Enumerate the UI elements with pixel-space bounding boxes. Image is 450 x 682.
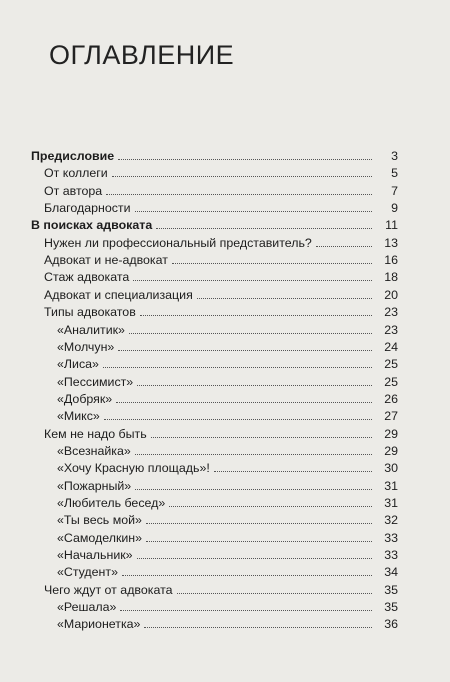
toc-entry [57,530,398,547]
dot-leader [135,443,372,455]
dot-leader [177,582,373,594]
toc-entry [57,495,398,512]
dot-leader [104,408,372,420]
toc-entry-label: Адвокат и не-адвокат [44,253,168,268]
toc-entry [57,547,398,564]
toc-entry-page-number: 11 [385,218,398,233]
toc-entry-page-number: 31 [384,478,398,493]
toc-entry [57,599,398,616]
toc-entry [57,512,398,529]
toc-entry-label: «Ты весь мой» [57,513,142,528]
dot-leader [137,547,372,559]
toc-entry-page-number: 13 [384,235,398,250]
toc-entry [44,165,398,182]
dot-leader [172,252,372,264]
toc-entry-page-number: 32 [384,513,398,528]
toc-entry [44,200,398,217]
toc-entry [44,235,398,252]
dot-leader [106,183,372,195]
toc-entry-label: «Всезнайка» [57,443,131,458]
toc-entry-label: «Хочу Красную площадь»! [57,461,210,476]
toc-entry-label: «Начальник» [57,548,133,563]
dot-leader [133,269,372,281]
toc-entry-page-number: 34 [384,565,398,580]
dot-leader [151,426,372,438]
toc-entry-label: «Микс» [57,409,100,424]
toc-entry [57,356,398,373]
toc-entry [57,478,398,495]
toc-entry [57,564,398,581]
toc-entry-label: Кем не надо быть [44,426,147,441]
toc-entry [57,460,398,477]
toc-entry [44,304,398,321]
toc-entry-label: «Марионетка» [57,617,141,632]
toc-entry-page-number: 33 [384,548,398,563]
toc-entry [44,183,398,200]
toc-entry-page-number: 18 [384,270,398,285]
dot-leader [137,374,372,386]
dot-leader [135,200,372,212]
toc-entry-page-number: 31 [384,496,398,510]
toc-entry-page-number: 36 [384,617,398,632]
dot-leader [156,217,372,229]
toc-entry-label: «Решала» [57,600,117,615]
toc-entry [57,322,398,339]
toc-entry-page-number: 25 [384,374,398,389]
toc-entry-page-number: 25 [384,357,398,372]
toc-entry-label: «Пожарный» [57,478,132,493]
dot-leader [120,599,372,611]
dot-leader [144,616,372,628]
toc-entry [44,287,398,304]
dot-leader [103,356,372,368]
dot-leader [118,148,372,160]
toc-entry [44,252,398,269]
toc-entry-page-number: 3 [391,149,398,163]
toc-entry [44,269,398,286]
toc-entry-page-number: 5 [391,166,398,181]
toc-entry-label: От автора [44,183,103,198]
toc-entry-page-number: 29 [384,426,398,441]
toc-entry [57,391,398,408]
toc-entry-page-number: 30 [384,461,398,476]
toc-entry [57,443,398,460]
dot-leader [122,564,372,576]
toc-entry-label: «Лиса» [57,357,99,372]
dot-leader [116,391,372,403]
toc-entry-label: В поисках адвоката [31,218,153,233]
toc-entry-label: Чего ждут от адвоката [44,582,173,597]
toc-entry-page-number: 35 [384,582,398,597]
dot-leader [146,512,372,524]
dot-leader [316,235,372,247]
dot-leader [197,287,372,299]
toc-entry-page-number: 29 [384,443,398,458]
toc-entry-label: Нужен ли профессиональный представитель? [44,235,312,250]
toc-entry-label: «Студент» [57,565,118,580]
toc-entry-label: «Молчун» [57,339,115,354]
page-title: ОГЛАВЛЕНИЕ [49,40,235,70]
dot-leader [118,339,372,351]
toc-entry [31,148,398,165]
toc-entry-label: Типы адвокатов [44,305,136,320]
toc-entry-page-number: 23 [384,305,398,320]
toc-entry-page-number: 33 [384,530,398,545]
toc-entry [44,582,398,599]
toc-entry [57,374,398,391]
dot-leader [214,460,372,472]
dot-leader [169,495,372,507]
toc-entry-page-number: 27 [384,409,398,424]
toc-entry-label: «Аналитик» [57,322,125,337]
toc-entry-page-number: 26 [384,391,398,406]
toc-entry [44,426,398,443]
dot-leader [140,304,372,316]
toc-entry [57,408,398,425]
toc-entry-page-number: 24 [384,339,398,354]
toc-entry-label: «Самоделкин» [57,530,143,545]
toc-entry-page-number: 20 [384,287,398,302]
toc-entry-page-number: 7 [391,183,398,198]
toc-entry-page-number: 16 [384,253,398,268]
dot-leader [129,322,372,334]
toc-entry-label: Благодарности [44,201,131,216]
toc-entry-page-number: 35 [384,600,398,615]
toc-entry-label: «Пессимист» [57,374,134,389]
toc-entry-label: «Добряк» [57,391,113,406]
toc-entry-label: «Любитель бесед» [57,496,166,510]
toc-entry-label: Предисловие [31,149,115,163]
dot-leader [112,165,372,177]
toc-entry-label: Адвокат и специализация [44,287,193,302]
dot-leader [146,530,372,542]
toc-entry [31,217,398,234]
toc-entry-label: Стаж адвоката [44,270,130,285]
dot-leader [135,478,372,490]
toc-entry-label: От коллеги [44,166,108,181]
toc-entry-page-number: 9 [391,201,398,216]
toc-entry-page-number: 23 [384,322,398,337]
toc-entry [57,339,398,356]
toc-entry [57,616,398,633]
